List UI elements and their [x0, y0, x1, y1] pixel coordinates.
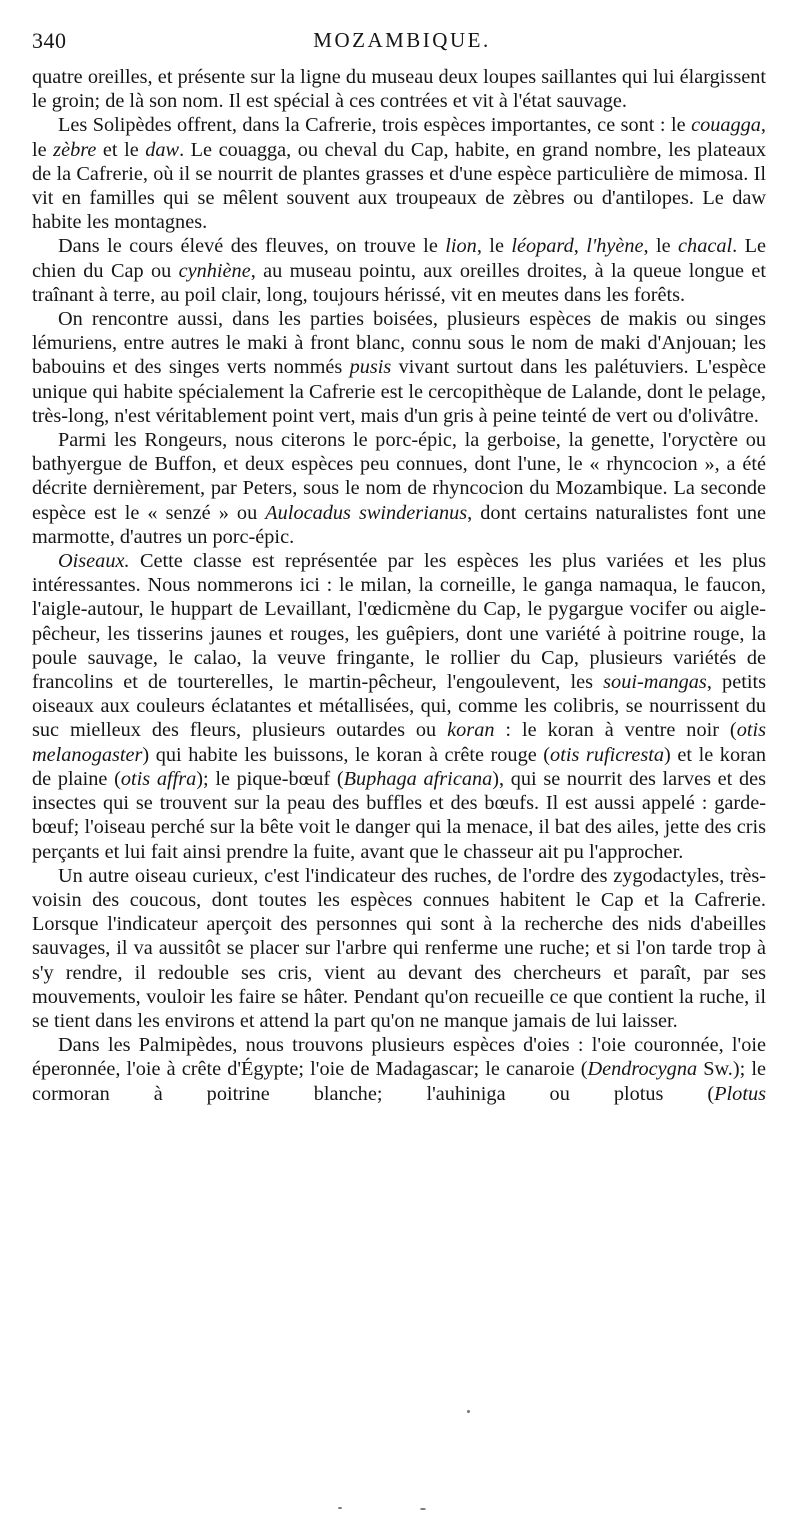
page-number: 340: [32, 28, 67, 53]
text-run: Cette classe est représentée par les espèces les plus variées et les plus intéressantes. Nous nommerons ici : le milan, la corneille, le ganga namaqua, le faucon, l'aigle-autour, le huppart de Levaillant, l'œdicmène du Cap, le pygargue vocifer ou aigle-pêcheur, les tisserins jaunes et rouges, les guêpiers, dont une variété à poitrine rouge, la poule sauvage, le calao, la veuve fringante, le rollier du Cap, plusieurs variétés de francolins et de tourterelles, le martin-pêcheur, l'engoulevent, les: [32, 550, 766, 694]
speck: [467, 1410, 470, 1413]
text-run: On rencontre aussi, dans les parties boisées, plusieurs espèces de makis ou singes lémuriens, entre autres le maki à front blanc, connu sous le nom de maki d'Anjouan; les babouins et des singes verts nommés: [32, 308, 766, 379]
paragraph: [32, 307, 766, 428]
italic-term: otis melanogaster: [32, 719, 766, 766]
italic-term: l'hyène: [586, 235, 644, 258]
text-run: ) qui habite les buissons, le koran à crête rouge (: [142, 743, 551, 766]
text-run: : le koran à ventre noir (: [494, 719, 737, 742]
italic-term: daw: [145, 138, 180, 161]
italic-term: chacal: [678, 235, 733, 258]
italic-term: couagga: [691, 114, 761, 137]
italic-term: lion: [445, 235, 477, 258]
italic-term: zèbre: [53, 138, 97, 161]
page-header: [32, 28, 772, 60]
italic-term: léopard: [511, 235, 574, 258]
print-specks: [0, 1400, 800, 1520]
text-run: Les Solipèdes offrent, dans la Cafrerie, trois espèces importantes, ce sont : le: [58, 114, 692, 137]
text-run: Sw.); le cormoran à poitrine blanche; l'auhiniga ou plotus (: [32, 1058, 766, 1105]
text-run: , petits oiseaux aux couleurs éclatantes et métallisées, qui, comme les colibris, se nourrissent du suc mielleux des fleurs, plusieurs outardes ou: [32, 671, 766, 742]
paragraph: [32, 65, 766, 113]
italic-term: Oiseaux.: [58, 550, 130, 573]
speck: [338, 1507, 342, 1509]
italic-term: Plotus: [714, 1082, 766, 1105]
text-run: , le: [32, 114, 766, 161]
italic-term: otis affra: [120, 767, 197, 790]
body-text: [32, 65, 766, 1106]
text-run: quatre oreilles, et présente sur la ligne du museau deux loupes saillantes qui lui élargissent le groin; de là son nom. Il est spécial à ces contrées et vit à l'état sauvage.: [32, 66, 766, 113]
paragraph: [32, 428, 766, 549]
text-run: Dans le cours élevé des fleuves, on trouve le: [58, 235, 446, 258]
text-run: ) et le koran de plaine (: [32, 743, 766, 790]
text-run: vivant surtout dans les palétuviers. L'espèce unique qui habite spécialement la Cafrerie est le cercopithèque de Lalande, dont le pelage, très-long, n'est véritablement point vert, mais d'un gris à peine teinté de vert ou d'olivâtre.: [32, 356, 766, 427]
italic-term: otis ruficresta: [550, 743, 665, 766]
italic-term: cynhiène: [178, 259, 251, 282]
paragraph: [32, 549, 766, 864]
text-run: . Le chien du Cap ou: [32, 235, 766, 282]
italic-term: koran: [447, 719, 495, 742]
italic-term: Aulocadus swinderianus: [265, 501, 468, 524]
text-run: , dont certains naturalistes font une marmotte, d'autres un porc-épic.: [32, 501, 766, 548]
italic-term: Buphaga africana: [343, 767, 493, 790]
italic-term: Dendrocygna: [587, 1058, 698, 1081]
text-run: Parmi les Rongeurs, nous citerons le porc-épic, la gerboise, la genette, l'oryctère ou bathyergue de Buffon, et deux espèces peu connues, dont l'une, le « rhyncocion », a été décrite dernièrement, par Peters, sous le nom de rhyncocion du Mozambique. La seconde espèce est le « senzé » ou: [32, 429, 766, 524]
text-run: Dans les Palmipèdes, nous trouvons plusieurs espèces d'oies : l'oie couronnée, l'oie éperonnée, l'oie à crête d'Égypte; l'oie de Madagascar; le canaroie (: [32, 1034, 766, 1081]
italic-term: pusis: [349, 356, 392, 379]
text-run: ,: [573, 235, 587, 258]
text-run: , le: [476, 235, 512, 258]
text-run: ), qui se nourrit des larves et des insectes qui se trouvent sur la peau des buffles et des bœufs. Il est aussi appelé : garde-bœuf; l'oiseau perché sur la bête voit le danger qui la menace, il bat des ailes, jette des cris perçants et lui fait ainsi prendre la fuite, avant que le chasseur ait pu l'approcher.: [32, 767, 767, 863]
paragraph: [32, 234, 766, 307]
paragraph: [32, 113, 766, 234]
text-run: , le: [643, 235, 679, 258]
paragraph: [32, 1033, 766, 1106]
text-run: et le: [96, 138, 146, 161]
paragraph: [32, 864, 766, 1033]
text-run: Un autre oiseau curieux, c'est l'indicateur des ruches, de l'ordre des zygodactyles, très-voisin des coucous, dont toutes les espèces connues habitent le Cap et la Cafrerie. Lorsque l'indicateur aperçoit des personnes qui sont à la recherche des nids d'abeilles sauvages, il va aussitôt se placer sur l'arbre qui renferme une ruche; et si l'on tarde trop à s'y rendre, il redouble ses cris, vient au devant des chercheurs et paraît, par ses mouvements, vouloir les faire se hâter. Pendant qu'on recueille ce que contient la ruche, il se tient dans les environs et attend la part qu'on ne manque jamais de lui laisser.: [32, 864, 766, 1032]
running-title: MOZAMBIQUE.: [313, 28, 491, 52]
text-run: , au museau pointu, aux oreilles droites, à la queue longue et traînant à terre, au poil clair, long, toujours hérissé, vit en meutes dans les forêts.: [32, 259, 766, 306]
italic-term: soui-mangas: [603, 671, 707, 694]
speck: [420, 1508, 426, 1510]
text-run: ); le pique-bœuf (: [196, 767, 344, 790]
text-run: . Le couagga, ou cheval du Cap, habite, en grand nombre, les plateaux de la Cafrerie, où il se nourrit de plantes grasses et d'une espèce particulière de mimosa. Il vit en familles qui se mêlent souvent aux troupeaux de zèbres ou d'antilopes. Le daw habite les montagnes.: [32, 138, 766, 234]
